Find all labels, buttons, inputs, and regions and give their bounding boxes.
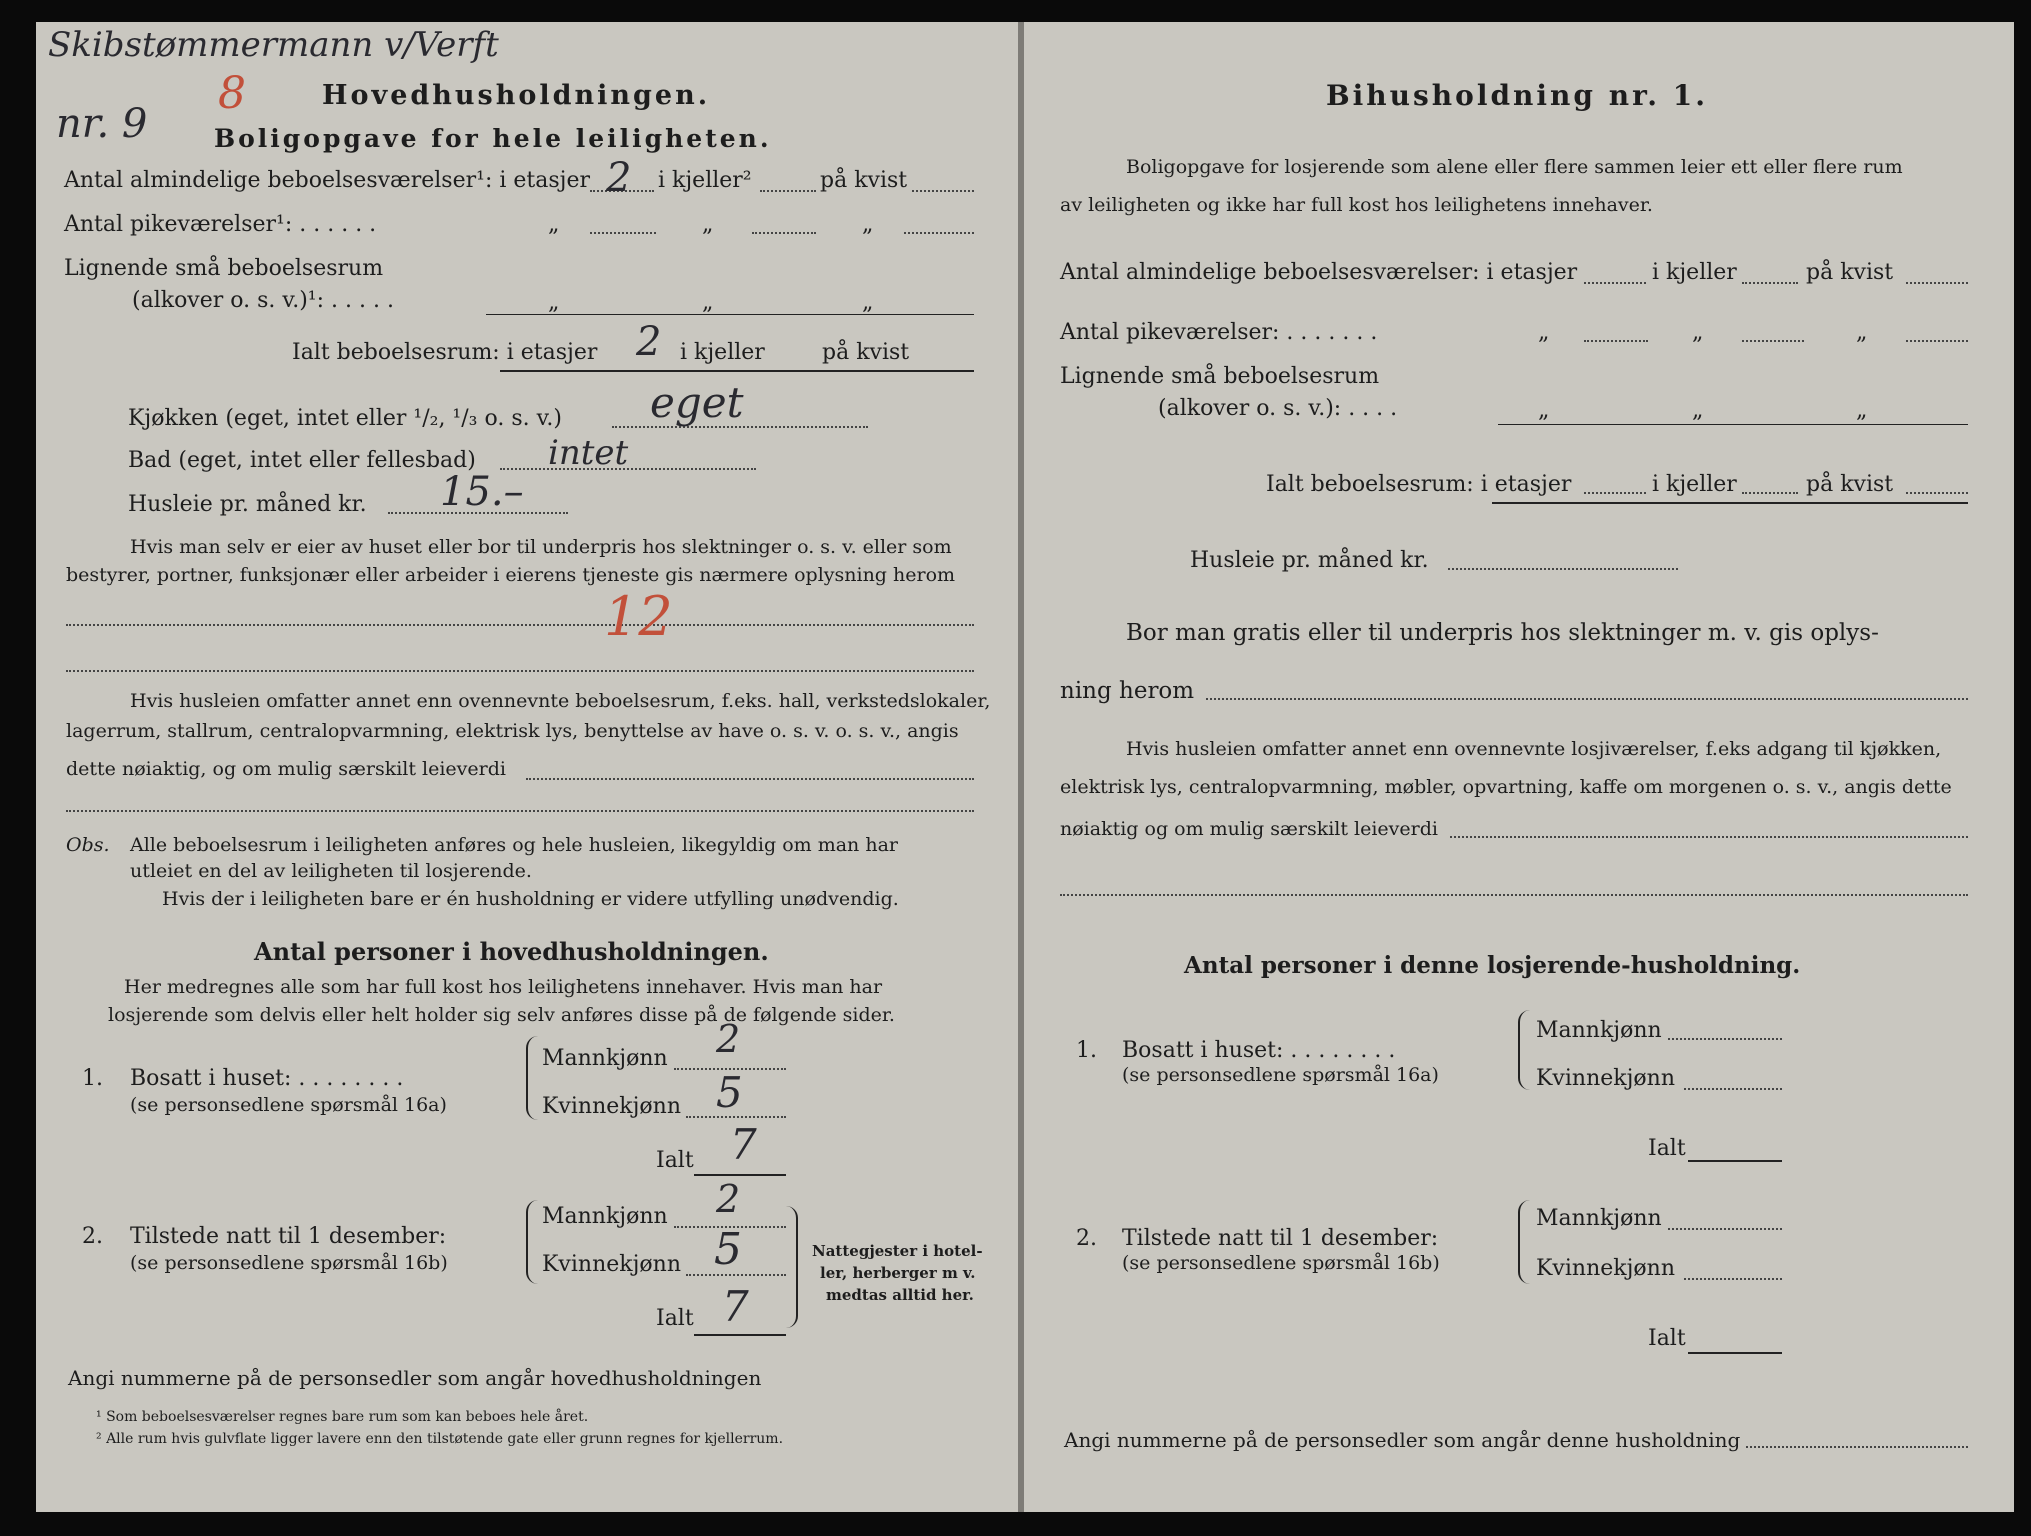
left-q2-mann: Mannkjønn <box>542 1204 668 1229</box>
left-kitchen-label: Kjøkken (eget, intet eller ¹/₂, ¹/₃ o. s. v.) <box>128 406 562 431</box>
right-q1-ialt-line <box>1688 1160 1782 1162</box>
right-row-ialt-kjeller: i kjeller <box>1652 472 1737 497</box>
left-row-lignende-2: (alkover o. s. v.)¹: . . . . . <box>132 288 394 313</box>
right-incl-1: Hvis husleien omfatter annet enn ovennevnte losjiværelser, f.eks adgang til kjøkken, <box>1126 738 1942 760</box>
left-row-antal-label: Antal almindelige beboelsesværelser¹: i etasjer <box>64 168 591 193</box>
left-angi: Angi nummerne på de personsedler som angår hovedhusholdningen <box>68 1366 762 1390</box>
right-row-ialt-kvist: på kvist <box>1806 472 1894 497</box>
quote-mark: „ <box>1538 398 1550 423</box>
right-incl-2: elektrisk lys, centralopvarmning, møbler, opvartning, kaffe om morgenen o. s. v., angis dette <box>1060 776 1952 798</box>
right-title: Bihusholdning nr. 1. <box>1326 79 1708 112</box>
right-page <box>1024 22 2014 1512</box>
left-persons-note-2: losjerende som delvis eller helt holder sig selv anføres disse på de følgende sider. <box>108 1004 895 1026</box>
handwritten-q1-mann: 2 <box>716 1017 741 1061</box>
left-incl-line-1 <box>526 778 974 780</box>
right-incl-3: nøiaktig og om mulig særskilt leieverdi <box>1060 818 1438 840</box>
left-footnote-1: ¹ Som beboelsesværelser regnes bare rum som kan beboes hele året. <box>96 1409 589 1425</box>
handwritten-red-mark: 12 <box>604 585 673 648</box>
right-q2-mann: Mannkjønn <box>1536 1206 1662 1231</box>
right-row-kvist: på kvist <box>1806 260 1894 285</box>
left-subtitle: Boligopgave for hele leiligheten. <box>214 124 772 153</box>
right-q2-ialt-line <box>1688 1352 1782 1354</box>
right-q1-brace <box>1518 1010 1530 1090</box>
right-q2-mann-line <box>1668 1228 1782 1230</box>
right-persons-title: Antal personer i denne losjerende-husholdning. <box>1184 952 1801 979</box>
right-row-lignende-1: Lignende små beboelsesrum <box>1060 364 1380 389</box>
right-row-lignende-2: (alkover o. s. v.): . . . . <box>1158 396 1398 421</box>
handwritten-q2-mann: 2 <box>716 1177 741 1221</box>
left-owner-line-2 <box>66 670 974 672</box>
right-rent-label: Husleie pr. måned kr. <box>1190 548 1429 573</box>
handwritten-q1-kvinne: 5 <box>716 1068 743 1117</box>
left-owner-note-1: Hvis man selv er eier av huset eller bor til underpris hos slektninger o. s. v. eller som <box>130 536 952 558</box>
left-q1-num: 1. <box>82 1066 103 1091</box>
quote-mark: „ <box>1856 398 1868 423</box>
right-row-antal: Antal almindelige beboelsesværelser: i etasjer <box>1060 260 1578 285</box>
handwritten-q2-kvinne: 5 <box>714 1224 742 1275</box>
left-row-lignende-1: Lignende små beboelsesrum <box>64 256 384 281</box>
handwritten-etasjer: 2 <box>606 155 632 201</box>
left-row-pike: Antal pikeværelser¹: . . . . . . <box>64 212 377 237</box>
right-gratis-line <box>1206 698 1968 700</box>
left-persons-note-1: Her medregnes alle som har full kost hos leilighetens innehaver. Hvis man har <box>124 976 883 998</box>
right-q1-kvinne: Kvinnekjønn <box>1536 1066 1675 1091</box>
right-q1-sub: (se personsedlene spørsmål 16a) <box>1122 1064 1439 1086</box>
right-pike-line-2 <box>1742 340 1804 342</box>
left-q2-num: 2. <box>82 1224 103 1249</box>
right-q1-mann: Mannkjønn <box>1536 1018 1662 1043</box>
right-incl-line-1 <box>1450 836 1968 838</box>
left-footnote-2: ² Alle rum hvis gulvflate ligger lavere enn den tilstøtende gate eller grunn regnes for kjellerrum. <box>96 1431 784 1447</box>
left-guests-note-2: ler, herberger m v. <box>820 1264 976 1282</box>
right-q2-ialt: Ialt <box>1648 1326 1686 1351</box>
left-obs-label: Obs. <box>66 834 110 856</box>
quote-mark: „ <box>862 212 874 237</box>
left-q2-ialt-line <box>694 1334 786 1336</box>
right-q1-kvinne-line <box>1684 1088 1782 1090</box>
left-persons-title: Antal personer i hovedhusholdningen. <box>254 937 769 966</box>
right-pike-line-3 <box>1906 340 1968 342</box>
left-obs-line-2: utleiet en del av leiligheten til losjerende. <box>130 860 532 882</box>
left-rent-label: Husleie pr. måned kr. <box>128 492 367 517</box>
left-q1-sub: (se personsedlene spørsmål 16a) <box>130 1094 447 1116</box>
left-incl-line-2 <box>66 810 974 812</box>
quote-mark: „ <box>1692 398 1704 423</box>
right-q1-mann-line <box>1668 1038 1782 1040</box>
left-q2-brace <box>526 1200 538 1284</box>
right-kvist-line <box>1906 282 1968 284</box>
left-q2-label: Tilstede natt til 1 desember: <box>130 1224 447 1249</box>
quote-mark: „ <box>862 290 874 315</box>
left-incl-note-1: Hvis husleien omfatter annet enn ovennevnte beboelsesrum, f.eks. hall, verkstedslokaler, <box>130 690 991 712</box>
quote-mark: „ <box>1692 320 1704 345</box>
right-kjeller-line <box>1742 282 1798 284</box>
right-ialt-kvist-line <box>1906 492 1968 494</box>
left-row-antal-kjeller: i kjeller² <box>658 168 752 193</box>
handwritten-occupation: Skibstømmermann v/Verft <box>48 25 499 65</box>
right-rent-line <box>1448 568 1678 570</box>
left-q2-kvinne: Kvinnekjønn <box>542 1252 681 1277</box>
right-gratis-1: Bor man gratis eller til underpris hos slektninger m. v. gis oplys- <box>1126 620 1879 646</box>
left-row-antal-kvist: på kvist <box>820 168 908 193</box>
left-row-ialt-kjeller: i kjeller <box>680 340 765 365</box>
left-pike-etasjer-line <box>590 232 656 234</box>
right-gratis-2: ning herom <box>1060 678 1195 704</box>
left-lignende-line <box>486 314 974 315</box>
left-q1-label: Bosatt i huset: . . . . . . . . <box>130 1066 404 1091</box>
left-ialt-line <box>500 370 974 372</box>
left-q2-right-brace <box>786 1206 798 1328</box>
right-q1-num: 1. <box>1076 1038 1097 1063</box>
left-pike-kvist-line <box>904 232 974 234</box>
right-lignende-line <box>1498 424 1968 425</box>
left-title: Hovedhusholdningen. <box>322 80 711 111</box>
right-q1-ialt: Ialt <box>1648 1136 1686 1161</box>
right-row-kjeller: i kjeller <box>1652 260 1737 285</box>
right-angi: Angi nummerne på de personsedler som angår denne husholdning <box>1064 1428 1741 1452</box>
left-q1-ialt: Ialt <box>656 1148 694 1173</box>
right-q1-label: Bosatt i huset: . . . . . . . . <box>1122 1038 1396 1063</box>
right-ialt-etasjer-line <box>1584 492 1646 494</box>
right-angi-line <box>1746 1446 1968 1448</box>
left-q2-sub: (se personsedlene spørsmål 16b) <box>130 1252 448 1274</box>
right-row-pike: Antal pikeværelser: . . . . . . . <box>1060 320 1378 345</box>
right-intro-1: Boligopgave for losjerende som alene eller flere sammen leier ett eller flere rum <box>1126 156 1903 178</box>
handwritten-rent: 15.– <box>440 469 524 515</box>
left-incl-note-3: dette nøiaktig, og om mulig særskilt leieverdi <box>66 758 506 780</box>
left-incl-note-2: lagerrum, stallrum, centralopvarmning, elektrisk lys, benyttelse av have o. s. v. o. s. v., angis <box>66 720 959 742</box>
quote-mark: „ <box>1538 320 1550 345</box>
right-q2-num: 2. <box>1076 1226 1097 1251</box>
left-q1-brace <box>526 1036 538 1120</box>
left-q1-kvinne: Kvinnekjønn <box>542 1094 681 1119</box>
left-kvist-line <box>912 190 974 192</box>
left-owner-line-1 <box>66 624 974 626</box>
right-q2-kvinne: Kvinnekjønn <box>1536 1256 1675 1281</box>
left-guests-note-3: medtas alltid her. <box>826 1286 974 1304</box>
left-q2-ialt: Ialt <box>656 1306 694 1331</box>
right-incl-line-2 <box>1060 894 1968 896</box>
quote-mark: „ <box>548 290 560 315</box>
right-ialt-line <box>1492 502 1968 504</box>
quote-mark: „ <box>548 212 560 237</box>
handwritten-ialt-etasjer: 2 <box>636 319 662 365</box>
left-q1-ialt-line <box>694 1174 786 1176</box>
right-pike-line-1 <box>1584 340 1648 342</box>
handwritten-red-number: 8 <box>218 68 246 119</box>
handwritten-q2-ialt: 7 <box>722 1282 749 1331</box>
left-guests-note-1: Nattegjester i hotel- <box>812 1242 983 1260</box>
left-obs-line-1: Alle beboelsesrum i leiligheten anføres og hele husleien, likegyldig om man har <box>130 834 898 856</box>
left-owner-note-2: bestyrer, portner, funksjonær eller arbeider i eierens tjeneste gis nærmere oplysning herom <box>66 564 956 586</box>
right-ialt-kjeller-line <box>1742 492 1798 494</box>
right-q2-sub: (se personsedlene spørsmål 16b) <box>1122 1252 1440 1274</box>
left-bath-label: Bad (eget, intet eller fellesbad) <box>128 448 476 473</box>
quote-mark: „ <box>702 212 714 237</box>
right-row-ialt: Ialt beboelsesrum: i etasjer <box>1266 472 1572 497</box>
left-q1-mann: Mannkjønn <box>542 1046 668 1071</box>
handwritten-bath: intet <box>548 433 629 473</box>
left-kjeller-line <box>760 190 816 192</box>
right-etasjer-line <box>1584 282 1646 284</box>
handwritten-number: nr. 9 <box>56 101 148 147</box>
right-intro-2: av leiligheten og ikke har full kost hos leilighetens innehaver. <box>1060 194 1653 216</box>
left-obs-line-3: Hvis der i leiligheten bare er én husholdning er videre utfylling unødvendig. <box>162 888 899 910</box>
left-row-ialt: Ialt beboelsesrum: i etasjer <box>292 340 598 365</box>
right-q2-label: Tilstede natt til 1 desember: <box>1122 1226 1439 1251</box>
right-q2-kvinne-line <box>1684 1278 1782 1280</box>
right-q2-brace <box>1518 1200 1530 1284</box>
handwritten-kitchen: eget <box>650 378 744 427</box>
left-row-ialt-kvist: på kvist <box>822 340 910 365</box>
quote-mark: „ <box>1856 320 1868 345</box>
left-pike-kjeller-line <box>752 232 816 234</box>
quote-mark: „ <box>702 290 714 315</box>
handwritten-q1-ialt: 7 <box>730 1120 757 1169</box>
